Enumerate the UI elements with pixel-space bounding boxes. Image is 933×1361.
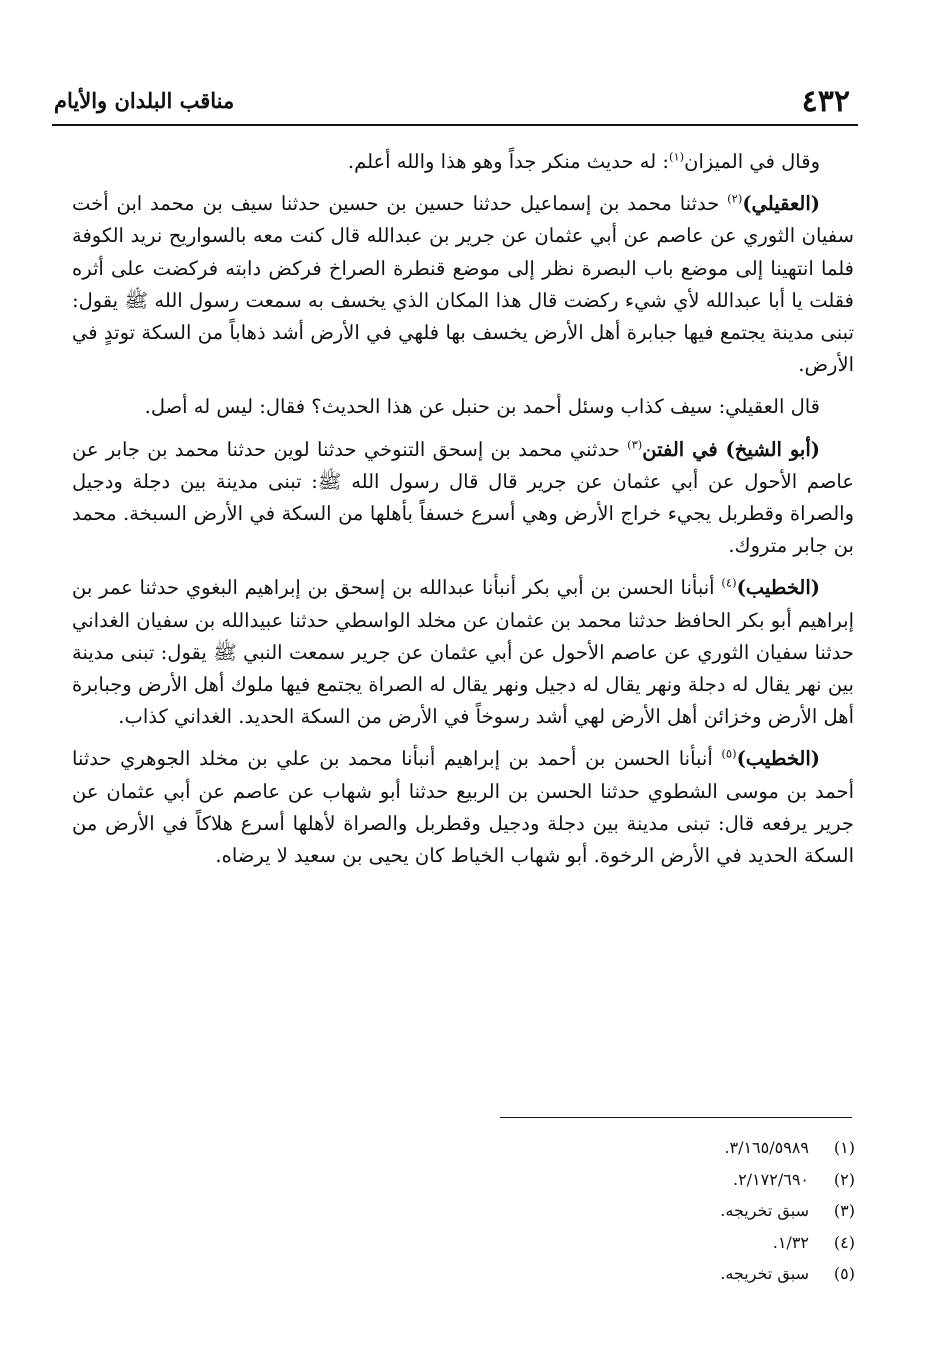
paragraph-text: : له حديث منكر جداً وهو هذا والله أعلم. [347, 150, 669, 173]
paragraph-5 [72, 572, 854, 733]
source-label: (العقيلي) [742, 192, 820, 216]
footnote-text: ٣/١٦٥/٥٩٨٩. [724, 1138, 809, 1157]
footnote-ref-1: (١) [668, 149, 685, 164]
page-number: ٤٣٢ [801, 84, 850, 119]
footnote-5 [535, 1258, 855, 1290]
page-header [52, 84, 858, 126]
footnote-3 [535, 1195, 855, 1227]
paragraph-6 [72, 743, 854, 872]
source-label: (الخطيب) [736, 747, 820, 771]
running-title: مناقب البلدان والأيام [54, 88, 235, 113]
footnote-ref-4: (٤) [721, 575, 737, 590]
paragraph-4 [72, 434, 854, 563]
footnote-ref-5: (٥) [721, 746, 737, 761]
footnote-number: (١) [833, 1138, 855, 1157]
footnote-text: سبق تخريجه. [720, 1201, 809, 1220]
footnote-text: ٢/١٧٢/٦٩٠. [732, 1169, 809, 1189]
footnote-number: (٤) [833, 1232, 855, 1252]
footnote-text: ١/٣٢. [772, 1232, 809, 1252]
footnote-text: سبق تخريجه. [720, 1264, 809, 1283]
footnote-1 [535, 1132, 855, 1164]
footnote-number: (٥) [833, 1264, 855, 1283]
footnote-number: (٣) [833, 1201, 855, 1220]
footnote-4 [535, 1227, 855, 1259]
footnote-ref-2: (٢) [727, 191, 743, 206]
paragraph-1 [72, 146, 854, 178]
paragraph-text: حدثني محمد بن إسحق التنوخي حدثنا لوين حدثنا محمد بن جابر عن عاصم الأحول عن أبي عثمان عن جرير قال قال رسول الله ﷺ: تبنى مدينة بين دجلة ودجيل والصراة وقطربل يجيء خراج الأرض وهي أسرع خسفاً بأهلها من السكة في الأرض السبخة. محمد بن جابر متروك. [72, 437, 854, 558]
footnote-number: (٢) [833, 1169, 855, 1189]
paragraph-text: أنبأنا الحسن بن أحمد بن إبراهيم أنبأنا محمد بن علي بن مخلد الجوهري حدثنا أحمد بن موسى الشطوي حدثنا الحسن بن الربيع حدثنا أبو شهاب عن عاصم عن أبي عثمان عن جرير يرفعه قال: تبنى مدينة بين دجلة ودجيل وقطربل والصراة لأهلها أسرع هلاكاً في الأرض من السكة الحديد في الأرض الرخوة. أبو شهاب الخياط كان يحيى بن سعيد لا يرضاه. [72, 747, 854, 868]
source-label: (الخطيب) [736, 576, 820, 600]
paragraph-text: وقال في الميزان [684, 150, 820, 173]
paragraph-2 [72, 188, 854, 381]
paragraph-3 [72, 391, 854, 423]
paragraph-text: أنبأنا الحسن بن أبي بكر أنبأنا عبدالله بن إسحق بن إبراهيم البغوي حدثنا عمر بن إبراهيم أبو بكر الحافظ حدثنا محمد بن عثمان عن مخلد الواسطي حدثنا عبيدالله بن سفيان الغداني حدثنا سفيان الثوري عن عاصم الأحول عن أبي عثمان عن جرير سمعت النبي ﷺ يقول: تبنى مدينة بين نهر يقال له دجلة ونهر يقال له دجيل ونهر يقال له الصراة يجتمع فيها ملوك أهل الأرض وجبابرة أهل الأرض وخزائن أهل الأرض لهي أشد رسوخاً في الأرض من السكة الحديد. الغداني كذاب. [72, 576, 854, 729]
source-label: (أبو الشيخ) في الفتن [642, 437, 821, 461]
footnotes [535, 1132, 855, 1290]
footnote-ref-3: (٣) [627, 437, 643, 452]
main-text [72, 146, 854, 882]
paragraph-text: قال العقيلي: سيف كذاب وسئل أحمد بن حنبل عن هذا الحديث؟ فقال: ليس له أصل. [144, 395, 820, 419]
paragraph-text: حدثنا محمد بن إسماعيل حدثنا حسين بن حسين حدثنا سيف بن محمد ابن أخت سفيان الثوري عن عاصم عن أبي عثمان عن جرير بن عبدالله قال كنت معه بالسواريح نريد الكوفة فلما انتهينا إلى موضع باب البصرة نظر إلى موضع قنطرة الصراخ فركض دابته فركضت على أثره فقلت يا أبا عبدالله لأي شيء ركضت قال هذا المكان الذي يخسف به سمعت رسول الله ﷺ يقول: تبنى مدينة يجتمع فيها جبابرة أهل الأرض يخسف بها فلهي في الأرض أشد ذهاباً من السكة توتدٍ في الأرض. [72, 192, 854, 377]
footnote-2 [535, 1164, 855, 1196]
footnote-divider [500, 1117, 852, 1118]
